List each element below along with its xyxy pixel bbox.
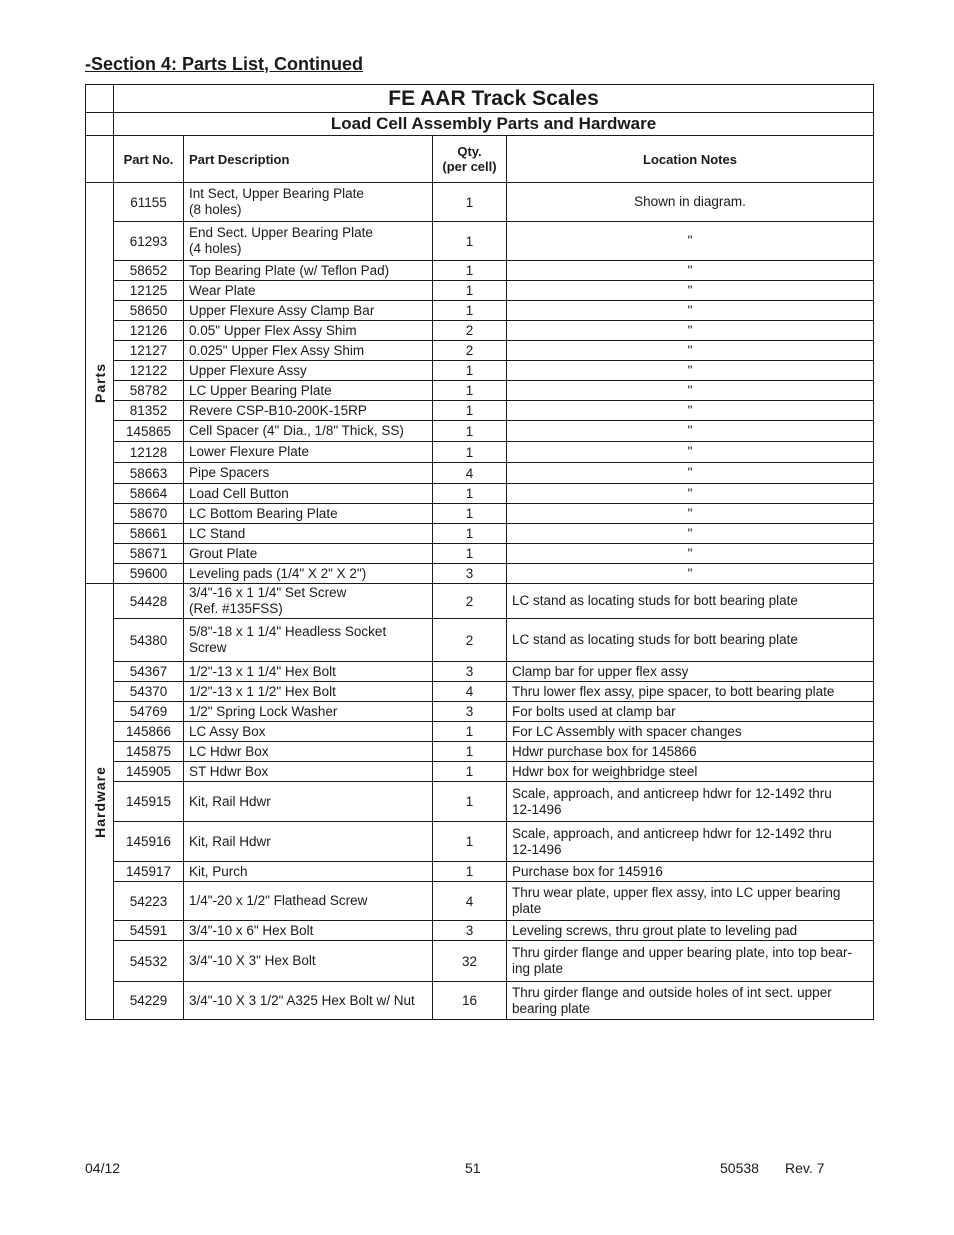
quantity-cell: 32 — [433, 941, 507, 982]
location-notes-cell: " — [507, 381, 874, 401]
part-description-cell: 1/2"-13 x 1 1/4" Hex Bolt — [184, 662, 433, 682]
part-description-cell: Upper Flexure Assy Clamp Bar — [184, 301, 433, 321]
location-notes-cell: " — [507, 524, 874, 544]
quantity-cell: 1 — [433, 742, 507, 762]
part-description-cell: Pipe Spacers — [184, 463, 433, 484]
table-row — [86, 762, 874, 782]
part-number-cell: 145875 — [114, 742, 184, 762]
location-notes-cell: " — [507, 361, 874, 381]
location-notes-cell: Clamp bar for upper flex assy — [507, 662, 874, 682]
table-row — [86, 361, 874, 381]
quantity-cell: 3 — [433, 662, 507, 682]
header-description: Part Description — [184, 136, 433, 183]
table-row — [86, 982, 874, 1020]
table-row — [86, 321, 874, 341]
header-location-notes: Location Notes — [507, 136, 874, 183]
part-number-cell: 58670 — [114, 504, 184, 524]
part-number-cell: 145916 — [114, 822, 184, 862]
table-row — [86, 682, 874, 702]
part-description-cell: Load Cell Button — [184, 484, 433, 504]
quantity-cell: 2 — [433, 341, 507, 361]
quantity-cell: 1 — [433, 722, 507, 742]
part-description-cell: Top Bearing Plate (w/ Teflon Pad) — [184, 261, 433, 281]
part-description-cell: Grout Plate — [184, 544, 433, 564]
part-description-cell: LC Upper Bearing Plate — [184, 381, 433, 401]
table-row — [86, 941, 874, 982]
quantity-cell: 1 — [433, 301, 507, 321]
footer-doc-number: 50538 — [720, 1160, 759, 1176]
part-description-cell: 0.05" Upper Flex Assy Shim — [184, 321, 433, 341]
table-subtitle: Load Cell Assembly Parts and Hardware — [114, 113, 874, 136]
part-description-cell: Kit, Rail Hdwr — [184, 822, 433, 862]
part-number-cell: 58663 — [114, 463, 184, 484]
location-notes-cell: Purchase box for 145916 — [507, 862, 874, 882]
table-row — [86, 442, 874, 463]
part-number-cell: 12126 — [114, 321, 184, 341]
part-number-cell: 58782 — [114, 381, 184, 401]
part-description-cell: 3/4"-10 X 3" Hex Bolt — [184, 941, 433, 982]
quantity-cell: 1 — [433, 484, 507, 504]
quantity-cell: 3 — [433, 921, 507, 941]
part-number-cell: 54428 — [114, 584, 184, 619]
table-row — [86, 381, 874, 401]
part-description-cell: 5/8"-18 x 1 1/4" Headless Socket Screw — [184, 619, 433, 662]
location-notes-cell: " — [507, 222, 874, 261]
quantity-cell: 4 — [433, 882, 507, 921]
table-row — [86, 882, 874, 921]
table-subtitle-row — [86, 113, 874, 136]
table-row — [86, 421, 874, 442]
quantity-cell: 1 — [433, 222, 507, 261]
part-number-cell: 54223 — [114, 882, 184, 921]
table-row — [86, 742, 874, 762]
table-row — [86, 662, 874, 682]
part-description-cell: LC Hdwr Box — [184, 742, 433, 762]
part-number-cell: 61293 — [114, 222, 184, 261]
location-notes-cell: " — [507, 504, 874, 524]
part-number-cell: 54380 — [114, 619, 184, 662]
location-notes-cell: Shown in diagram. — [507, 183, 874, 222]
table-row — [86, 183, 874, 222]
quantity-cell: 1 — [433, 281, 507, 301]
group-label: Parts — [91, 362, 108, 404]
part-number-cell: 58661 — [114, 524, 184, 544]
part-description-cell: 3/4"-16 x 1 1/4" Set Screw (Ref. #135FSS) — [184, 584, 433, 619]
table-row — [86, 401, 874, 421]
header-part-no: Part No. — [114, 136, 184, 183]
location-notes-cell: " — [507, 463, 874, 484]
group-parts-cell — [86, 183, 114, 584]
part-description-cell: Upper Flexure Assy — [184, 361, 433, 381]
table-row — [86, 544, 874, 564]
quantity-cell: 1 — [433, 442, 507, 463]
part-number-cell: 59600 — [114, 564, 184, 584]
location-notes-cell: " — [507, 484, 874, 504]
part-number-cell: 81352 — [114, 401, 184, 421]
location-notes-cell: Thru girder flange and upper bearing plate, into top bear- ing plate — [507, 941, 874, 982]
part-number-cell: 12122 — [114, 361, 184, 381]
table-row — [86, 222, 874, 261]
parts-table — [85, 84, 874, 1020]
location-notes-cell: Hdwr box for weighbridge steel — [507, 762, 874, 782]
part-number-cell: 54769 — [114, 702, 184, 722]
location-notes-cell: Hdwr purchase box for 145866 — [507, 742, 874, 762]
quantity-cell: 1 — [433, 544, 507, 564]
part-description-cell: Kit, Purch — [184, 862, 433, 882]
part-number-cell: 54370 — [114, 682, 184, 702]
table-row — [86, 619, 874, 662]
part-description-cell: Kit, Rail Hdwr — [184, 782, 433, 822]
part-description-cell: LC Assy Box — [184, 722, 433, 742]
part-description-cell: 3/4"-10 x 6" Hex Bolt — [184, 921, 433, 941]
footer-revision: Rev. 7 — [785, 1160, 825, 1176]
table-row — [86, 722, 874, 742]
table-row — [86, 822, 874, 862]
quantity-cell: 1 — [433, 183, 507, 222]
quantity-cell: 4 — [433, 463, 507, 484]
location-notes-cell: " — [507, 341, 874, 361]
table-row — [86, 524, 874, 544]
location-notes-cell: " — [507, 544, 874, 564]
quantity-cell: 1 — [433, 381, 507, 401]
part-description-cell: 3/4"-10 X 3 1/2" A325 Hex Bolt w/ Nut — [184, 982, 433, 1020]
part-description-cell: 1/2"-13 x 1 1/2" Hex Bolt — [184, 682, 433, 702]
table-title: FE AAR Track Scales — [114, 85, 874, 113]
part-number-cell: 58671 — [114, 544, 184, 564]
part-description-cell: Wear Plate — [184, 281, 433, 301]
quantity-cell: 4 — [433, 682, 507, 702]
location-notes-cell: " — [507, 564, 874, 584]
quantity-cell: 1 — [433, 822, 507, 862]
part-number-cell: 61155 — [114, 183, 184, 222]
part-number-cell: 12125 — [114, 281, 184, 301]
quantity-cell: 1 — [433, 862, 507, 882]
part-number-cell: 58650 — [114, 301, 184, 321]
table-row — [86, 782, 874, 822]
part-description-cell: LC Bottom Bearing Plate — [184, 504, 433, 524]
quantity-cell: 1 — [433, 421, 507, 442]
table-row — [86, 261, 874, 281]
part-description-cell: ST Hdwr Box — [184, 762, 433, 782]
table-row — [86, 341, 874, 361]
table-row — [86, 862, 874, 882]
part-number-cell: 54367 — [114, 662, 184, 682]
header-qty-line1: Qty. — [457, 144, 482, 159]
location-notes-cell: " — [507, 321, 874, 341]
location-notes-cell: For LC Assembly with spacer changes — [507, 722, 874, 742]
part-description-cell: LC Stand — [184, 524, 433, 544]
location-notes-cell: Leveling screws, thru grout plate to leveling pad — [507, 921, 874, 941]
footer-page-number: 51 — [465, 1160, 481, 1176]
part-description-cell: Revere CSP-B10-200K-15RP — [184, 401, 433, 421]
quantity-cell: 2 — [433, 321, 507, 341]
part-number-cell: 145905 — [114, 762, 184, 782]
part-description-cell: Int Sect, Upper Bearing Plate (8 holes) — [184, 183, 433, 222]
table-row — [86, 281, 874, 301]
location-notes-cell: Thru lower flex assy, pipe spacer, to bott bearing plate — [507, 682, 874, 702]
header-qty — [433, 136, 507, 183]
location-notes-cell: " — [507, 281, 874, 301]
quantity-cell: 1 — [433, 261, 507, 281]
part-number-cell: 12128 — [114, 442, 184, 463]
quantity-cell: 1 — [433, 361, 507, 381]
quantity-cell: 1 — [433, 401, 507, 421]
part-number-cell: 58652 — [114, 261, 184, 281]
quantity-cell: 2 — [433, 619, 507, 662]
location-notes-cell: LC stand as locating studs for bott bearing plate — [507, 584, 874, 619]
part-description-cell: Lower Flexure Plate — [184, 442, 433, 463]
quantity-cell: 3 — [433, 702, 507, 722]
location-notes-cell: For bolts used at clamp bar — [507, 702, 874, 722]
part-number-cell: 145866 — [114, 722, 184, 742]
part-description-cell: End Sect. Upper Bearing Plate (4 holes) — [184, 222, 433, 261]
location-notes-cell: " — [507, 442, 874, 463]
location-notes-cell: Scale, approach, and anticreep hdwr for 12-1492 thru 12-1496 — [507, 822, 874, 862]
quantity-cell: 3 — [433, 564, 507, 584]
location-notes-cell: " — [507, 301, 874, 321]
quantity-cell: 1 — [433, 762, 507, 782]
part-number-cell: 145917 — [114, 862, 184, 882]
part-description-cell: Leveling pads (1/4" X 2" X 2") — [184, 564, 433, 584]
location-notes-cell: " — [507, 401, 874, 421]
quantity-cell: 1 — [433, 504, 507, 524]
location-notes-cell: " — [507, 421, 874, 442]
table-row — [86, 702, 874, 722]
group-label: Hardware — [91, 765, 108, 838]
header-qty-line2: (per cell) — [442, 159, 497, 174]
table-row — [86, 301, 874, 321]
quantity-cell: 1 — [433, 782, 507, 822]
part-number-cell: 54591 — [114, 921, 184, 941]
part-number-cell: 145865 — [114, 421, 184, 442]
location-notes-cell: LC stand as locating studs for bott bearing plate — [507, 619, 874, 662]
part-number-cell: 12127 — [114, 341, 184, 361]
table-row — [86, 564, 874, 584]
part-number-cell: 145915 — [114, 782, 184, 822]
location-notes-cell: Thru wear plate, upper flex assy, into LC upper bearing plate — [507, 882, 874, 921]
quantity-cell: 16 — [433, 982, 507, 1020]
table-title-row — [86, 85, 874, 113]
location-notes-cell: " — [507, 261, 874, 281]
part-number-cell: 54229 — [114, 982, 184, 1020]
location-notes-cell: Thru girder flange and outside holes of int sect. upper bearing plate — [507, 982, 874, 1020]
table-row — [86, 584, 874, 619]
footer-date: 04/12 — [85, 1160, 121, 1176]
table-row — [86, 921, 874, 941]
table-header-row — [86, 136, 874, 183]
quantity-cell: 2 — [433, 584, 507, 619]
part-description-cell: 0.025" Upper Flex Assy Shim — [184, 341, 433, 361]
group-hardware-cell — [86, 584, 114, 1020]
section-heading: -Section 4: Parts List, Continued — [85, 54, 364, 74]
part-description-cell: Cell Spacer (4" Dia., 1/8" Thick, SS) — [184, 421, 433, 442]
table-row — [86, 463, 874, 484]
part-number-cell: 54532 — [114, 941, 184, 982]
table-row — [86, 504, 874, 524]
quantity-cell: 1 — [433, 524, 507, 544]
location-notes-cell: Scale, approach, and anticreep hdwr for 12-1492 thru 12-1496 — [507, 782, 874, 822]
part-description-cell: 1/4"-20 x 1/2" Flathead Screw — [184, 882, 433, 921]
table-row — [86, 484, 874, 504]
part-description-cell: 1/2" Spring Lock Washer — [184, 702, 433, 722]
part-number-cell: 58664 — [114, 484, 184, 504]
